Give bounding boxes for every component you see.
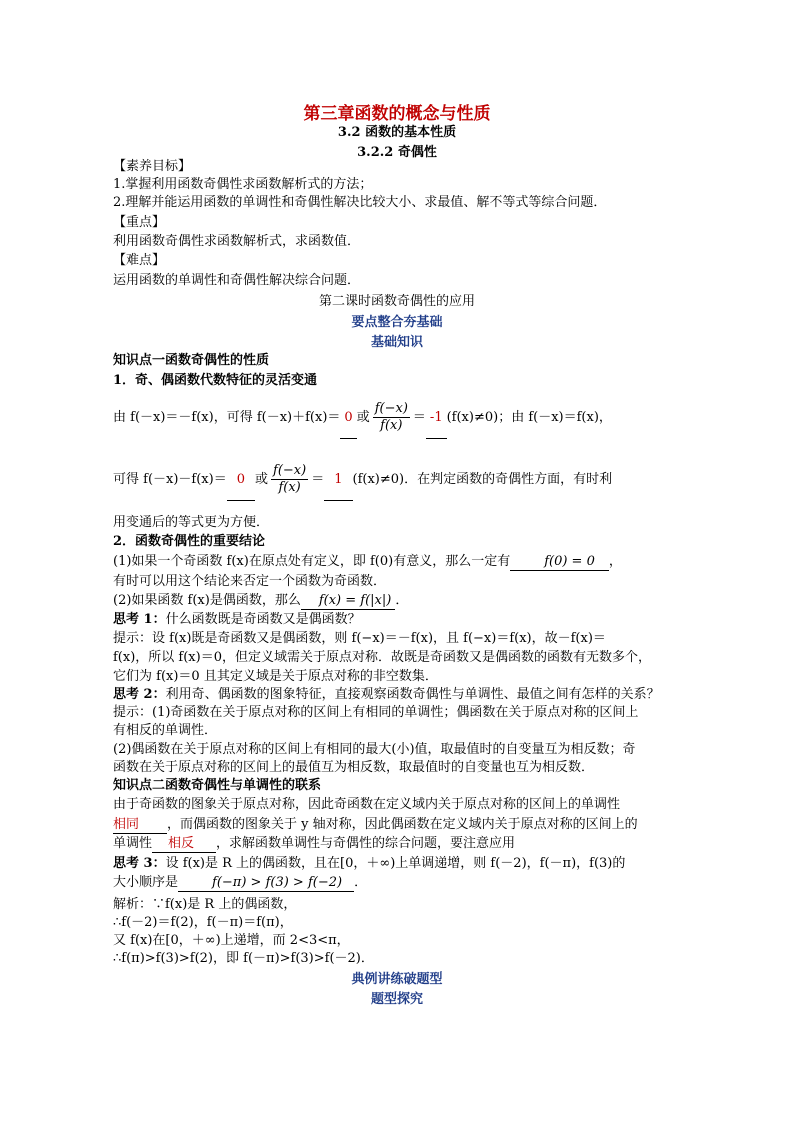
footer-heading: 典例讲练破题型 bbox=[351, 972, 443, 987]
think2-question bbox=[113, 686, 660, 703]
lesson-title: 第二课时函数奇偶性的应用 bbox=[318, 294, 475, 309]
think2-answer-1: 提示：(1)奇函数在关于原点对称的区间上有相同的单调性；偶函数在关于原点对称的区间上 bbox=[113, 705, 639, 720]
think3-question-1 bbox=[113, 855, 625, 872]
fraction-numerator: f(−x) bbox=[273, 463, 307, 478]
think1-question bbox=[113, 611, 361, 628]
think2-answer-3: (2)偶函数在关于原点对称的区间上有相同的最大(小)值，取最值时的自变量互为相反数；奇 bbox=[113, 742, 636, 757]
kp1-title: 知识点一函数奇偶性的性质 bbox=[113, 353, 270, 368]
conclusion-text: ， bbox=[608, 554, 622, 569]
think-question: 大小顺序是 bbox=[113, 875, 179, 890]
chapter-title: 第三章函数的概念与性质 bbox=[303, 104, 491, 124]
answer-blank: -1 bbox=[426, 398, 447, 439]
kp2-line-2 bbox=[113, 816, 638, 834]
think-question: ． bbox=[354, 875, 368, 890]
kp2-line-3 bbox=[113, 835, 515, 853]
think3-question-2 bbox=[113, 874, 367, 892]
section-title: 3.2 函数的基本性质 bbox=[337, 125, 457, 140]
kp2-text: 单调性 bbox=[113, 836, 153, 851]
think2-answer-2: 有相反的单调性． bbox=[113, 723, 218, 738]
think3-solution-1: 解析：∵f(x)是 R 上的偶函数， bbox=[113, 897, 297, 912]
sub-heading: 基础知识 bbox=[370, 335, 423, 350]
kp1-conclusion-1 bbox=[113, 553, 622, 571]
goals-label: 【素养目标】 bbox=[113, 159, 192, 174]
goal-item-1: 1.掌握利用函数奇偶性求函数解析式的方法； bbox=[113, 177, 373, 192]
think3-solution-3: 又 f(x)在[0，＋∞)上递增，而 2<3<π， bbox=[113, 933, 350, 948]
key-text: 利用函数奇偶性求函数解析式，求函数值． bbox=[113, 234, 361, 249]
formula-text: 或 bbox=[356, 410, 370, 425]
kp1-formula-line-1 bbox=[113, 398, 612, 439]
fraction bbox=[271, 463, 308, 496]
think1-answer-2: f(x)，所以 f(x)＝0，但定义域需关于原点对称．故既是奇函数又是偶函数的函数有无数多个， bbox=[113, 650, 651, 665]
think-question: 设 f(x)是 R 上的偶函数，且在[0，＋∞)上单调递增，则 f(－2)，f(－π)，f(3)的 bbox=[165, 856, 626, 871]
kp1-p1-title: 1．奇、偶函数代数特征的灵活变通 bbox=[113, 373, 318, 388]
difficulty-text: 运用函数的单调性和奇偶性解决综合问题． bbox=[113, 273, 361, 288]
subsection-title: 3.2.2 奇偶性 bbox=[357, 145, 437, 160]
conclusion-text: ． bbox=[395, 593, 409, 608]
answer-blank: f(−π) > f(3) > f(−2) bbox=[178, 874, 354, 892]
think2-answer-4: 函数在关于原点对称的区间上的最值互为相反数，取最值时的自变量也互为相反数． bbox=[113, 760, 595, 775]
kp2-line-1: 由于奇函数的图象关于原点对称，因此奇函数在定义域内关于原点对称的区间上的单调性 bbox=[113, 797, 621, 812]
fraction-denominator: f(x) bbox=[278, 480, 301, 495]
answer-blank: 相同 bbox=[113, 816, 167, 834]
formula-text: ＝ bbox=[412, 410, 426, 425]
answer-blank: f(0) = 0 bbox=[510, 553, 609, 571]
think-question: 利用奇、偶函数的图象特征，直接观察函数奇偶性与单调性、最值之间有怎样的关系？ bbox=[165, 687, 660, 702]
conclusion-text: (2)如果函数 f(x)是偶函数，那么 bbox=[113, 593, 301, 608]
kp1-conclusion-1b: 有时可以用这个结论来否定一个函数为奇函数． bbox=[113, 574, 387, 589]
footer-sub-heading: 题型探究 bbox=[370, 992, 423, 1007]
formula-text: 可得 f(－x)－f(x)＝ bbox=[113, 472, 227, 487]
think-label: 思考 3： bbox=[113, 856, 166, 871]
think-label: 思考 2： bbox=[113, 687, 166, 702]
kp2-text: ，而偶函数的图象关于 y 轴对称，因此偶函数在定义域内关于原点对称的区间上的 bbox=[167, 817, 638, 832]
goal-item-2: 2.理解并能运用函数的单调性和奇偶性解决比较大小、求最值、解不等式等综合问题． bbox=[113, 195, 607, 210]
fraction bbox=[373, 401, 410, 434]
think3-solution-2: ∴f(－2)＝f(2)，f(－π)＝f(π)， bbox=[113, 915, 293, 930]
formula-text: 由 f(－x)＝－f(x)，可得 f(－x)＋f(x)＝ bbox=[113, 410, 341, 425]
answer-blank: f(x) = f(|x|) bbox=[301, 592, 396, 610]
answer-blank: 0 bbox=[227, 460, 255, 501]
key-label: 【重点】 bbox=[113, 215, 166, 230]
formula-text: 或 bbox=[255, 472, 269, 487]
think3-solution-4: ∴f(π)>f(3)>f(2)，即 f(－π)>f(3)>f(－2)． bbox=[113, 951, 374, 966]
fraction-numerator: f(−x) bbox=[374, 401, 408, 416]
think-label: 思考 1： bbox=[113, 612, 166, 627]
think1-answer-3: 它们为 f(x)＝0 且其定义域是关于原点对称的非空数集． bbox=[113, 669, 438, 684]
difficulty-label: 【难点】 bbox=[113, 253, 166, 268]
conclusion-text: (1)如果一个奇函数 f(x)在原点处有定义，即 f(0)有意义，那么一定有 bbox=[113, 554, 511, 569]
think-question: 什么函数既是奇函数又是偶函数？ bbox=[165, 612, 361, 627]
fraction-denominator: f(x) bbox=[380, 418, 403, 433]
answer-blank: 相反 bbox=[152, 835, 216, 853]
kp2-title: 知识点二函数奇偶性与单调性的联系 bbox=[113, 778, 322, 793]
answer-blank: 1 bbox=[324, 460, 352, 501]
answer-blank: 0 bbox=[340, 398, 356, 439]
kp1-formula-line-2 bbox=[113, 460, 612, 501]
kp1-p2-title: 2．函数奇偶性的重要结论 bbox=[113, 534, 266, 549]
formula-text: (f(x)≠0)；由 f(－x)＝f(x)， bbox=[446, 410, 612, 425]
kp2-text: ，求解函数单调性与奇偶性的综合问题，要注意应用 bbox=[216, 836, 516, 851]
formula-text: ＝ bbox=[311, 472, 325, 487]
formula-text: (f(x)≠0)．在判定函数的奇偶性方面，有时利 bbox=[352, 472, 613, 487]
think1-answer-1: 提示：设 f(x)既是奇函数又是偶函数，则 f(−x)＝－f(x)，且 f(−x)＝f(x)，故－f(x)＝ bbox=[113, 631, 606, 646]
kp1-conclusion-2 bbox=[113, 592, 408, 610]
kp1-line-3: 用变通后的等式更为方便． bbox=[113, 515, 270, 530]
section-heading: 要点整合夯基础 bbox=[351, 315, 443, 330]
